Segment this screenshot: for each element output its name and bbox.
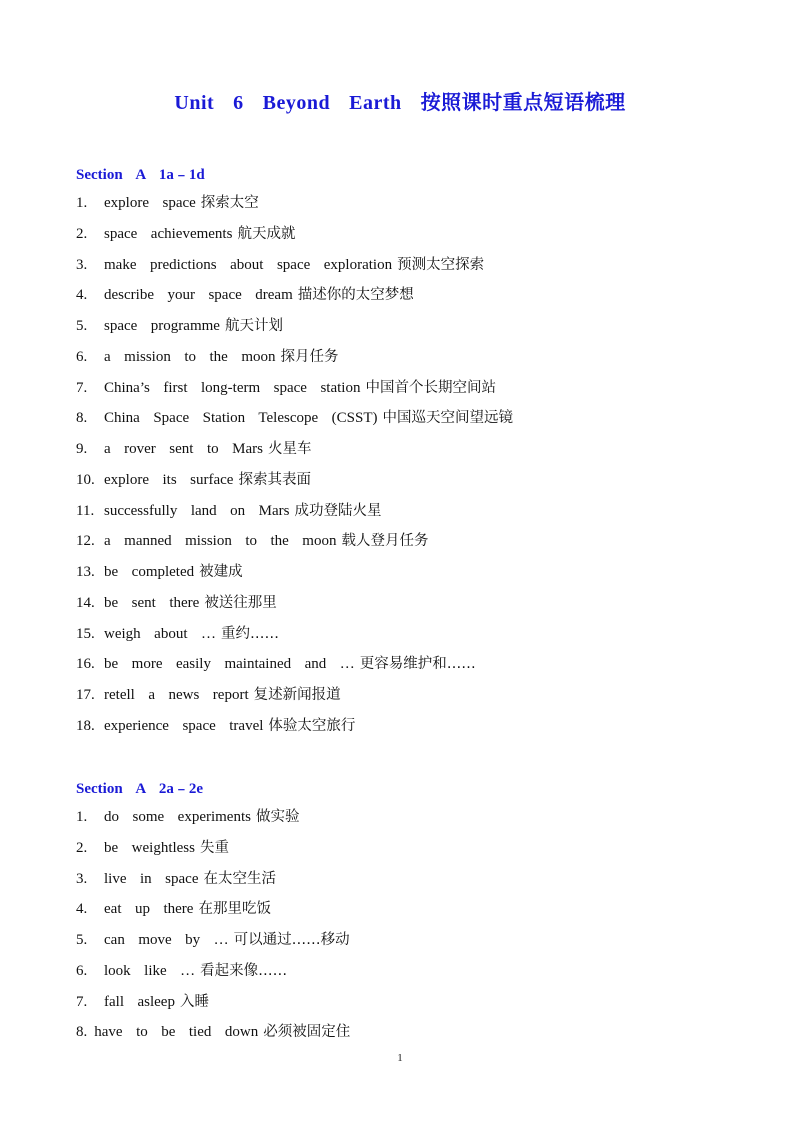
phrase-english: China Space Station Telescope (CSST) <box>104 410 378 427</box>
phrase-item <box>76 496 513 527</box>
phrase-item <box>76 649 513 680</box>
phrase-number: 7. <box>76 993 88 1010</box>
phrase-english: can move by … <box>104 932 229 948</box>
phrase-chinese: 探索太空 <box>200 195 259 211</box>
phrase-item <box>76 188 513 219</box>
phrase-chinese: 成功登陆火星 <box>294 502 382 519</box>
phrase-chinese: 看起来像…… <box>200 962 288 979</box>
phrase-item <box>76 526 513 557</box>
phrase-number: 4. <box>76 287 88 304</box>
phrase-english: explore space <box>104 195 196 211</box>
phrase-number: 2. <box>76 839 88 856</box>
phrase-list-1a-1d <box>76 188 513 742</box>
phrase-item <box>76 434 513 465</box>
phrase-chinese: 中国首个长期空间站 <box>365 379 496 396</box>
phrase-item <box>76 711 513 742</box>
phrase-item <box>76 680 513 711</box>
section-heading-1a-1d: Section A 1a﹣1d <box>76 167 205 183</box>
phrase-chinese: 被送往那里 <box>204 594 277 611</box>
phrase-number: 18. <box>76 717 95 734</box>
phrase-item <box>76 403 513 434</box>
phrase-number: 5. <box>76 318 88 334</box>
phrase-chinese: 描述你的太空梦想 <box>297 287 414 304</box>
phrase-number: 2. <box>76 225 88 242</box>
phrase-item <box>76 342 513 373</box>
phrase-chinese: 做实验 <box>255 809 300 825</box>
phrase-english: fall asleep <box>104 993 175 1010</box>
phrase-item <box>76 864 350 895</box>
phrase-english: make predictions about space exploration <box>104 256 393 273</box>
phrase-number: 16. <box>76 656 95 673</box>
phrase-english: experience space travel <box>104 717 264 734</box>
phrase-item <box>76 250 513 281</box>
phrase-english: retell a news report <box>104 687 249 703</box>
phrase-english: eat up there <box>104 901 194 918</box>
phrase-number: 3. <box>76 256 88 273</box>
phrase-item <box>76 280 513 311</box>
page-number: 1 <box>397 1052 403 1064</box>
phrase-number: 17. <box>76 687 95 703</box>
phrase-english: explore its surface <box>104 471 234 488</box>
phrase-chinese: 更容易维护和…… <box>359 656 476 673</box>
phrase-chinese: 可以通过……移动 <box>233 932 350 948</box>
phrase-chinese: 复述新闻报道 <box>253 687 341 703</box>
phrase-english: a rover sent to Mars <box>104 441 263 457</box>
phrase-english: have to be tied down <box>94 1024 259 1041</box>
phrase-item <box>76 833 350 864</box>
phrase-chinese: 探索其表面 <box>238 471 311 488</box>
phrase-item <box>76 465 513 496</box>
phrase-item <box>76 925 350 956</box>
phrase-item <box>76 588 513 619</box>
phrase-number: 3. <box>76 870 88 887</box>
phrase-english: be more easily maintained and … <box>104 656 355 673</box>
phrase-english: be sent there <box>104 594 200 611</box>
phrase-number: 1. <box>76 809 88 825</box>
phrase-number: 8. <box>76 1024 88 1041</box>
phrase-chinese: 被建成 <box>199 564 243 580</box>
phrase-chinese: 航天成就 <box>237 225 296 242</box>
phrase-item <box>76 802 350 833</box>
phrase-item <box>76 619 513 650</box>
phrase-chinese: 航天计划 <box>224 318 283 334</box>
phrase-english: a manned mission to the moon <box>104 533 337 550</box>
phrase-item <box>76 557 513 588</box>
phrase-english: weigh about … <box>104 625 216 642</box>
phrase-number: 8. <box>76 410 88 427</box>
phrase-chinese: 探月任务 <box>280 348 339 365</box>
phrase-number: 4. <box>76 901 88 918</box>
phrase-item <box>76 311 513 342</box>
phrase-english: be weightless <box>104 839 195 856</box>
phrase-english: do some experiments <box>104 809 251 825</box>
phrase-number: 5. <box>76 932 88 948</box>
section-heading-2a-2e: Section A 2a﹣2e <box>76 781 203 797</box>
phrase-number: 6. <box>76 962 88 979</box>
phrase-item <box>76 956 350 987</box>
phrase-chinese: 预测太空探索 <box>397 256 485 273</box>
phrase-number: 6. <box>76 348 88 365</box>
phrase-number: 14. <box>76 594 95 611</box>
phrase-chinese: 在太空生活 <box>203 870 276 887</box>
phrase-chinese: 载人登月任务 <box>341 533 429 550</box>
phrase-english: describe your space dream <box>104 287 293 304</box>
phrase-item <box>76 373 513 404</box>
phrase-english: live in space <box>104 870 199 887</box>
phrase-number: 15. <box>76 625 95 642</box>
phrase-english: look like … <box>104 962 196 979</box>
phrase-chinese: 体验太空旅行 <box>268 717 356 734</box>
phrase-number: 10. <box>76 471 95 488</box>
phrase-chinese: 在那里吃饭 <box>198 901 271 918</box>
phrase-english: space programme <box>104 318 220 334</box>
phrase-chinese: 重约…… <box>220 625 279 642</box>
phrase-number: 11. <box>76 502 95 519</box>
phrase-number: 7. <box>76 379 88 396</box>
phrase-number: 1. <box>76 195 88 211</box>
phrase-english: a mission to the moon <box>104 348 276 365</box>
phrase-chinese: 中国巡天空间望远镜 <box>382 410 513 427</box>
phrase-english: be completed <box>104 564 195 580</box>
phrase-chinese: 失重 <box>199 839 229 856</box>
phrase-chinese: 必须被固定住 <box>263 1024 351 1041</box>
phrase-number: 9. <box>76 441 88 457</box>
phrase-item <box>76 219 513 250</box>
phrase-chinese: 火星车 <box>267 441 312 457</box>
phrase-item <box>76 1017 350 1048</box>
phrase-english: successfully land on Mars <box>104 502 290 519</box>
phrase-english: China’s first long-term space station <box>104 379 361 396</box>
phrase-chinese: 入睡 <box>179 993 209 1010</box>
phrase-item <box>76 987 350 1018</box>
phrase-number: 13. <box>76 564 95 580</box>
phrase-number: 12. <box>76 533 95 550</box>
phrase-english: space achievements <box>104 225 233 242</box>
page-title: Unit 6 Beyond Earth 按照课时重点短语梳理 <box>174 92 626 114</box>
phrase-item <box>76 894 350 925</box>
phrase-list-2a-2e <box>76 802 350 1048</box>
